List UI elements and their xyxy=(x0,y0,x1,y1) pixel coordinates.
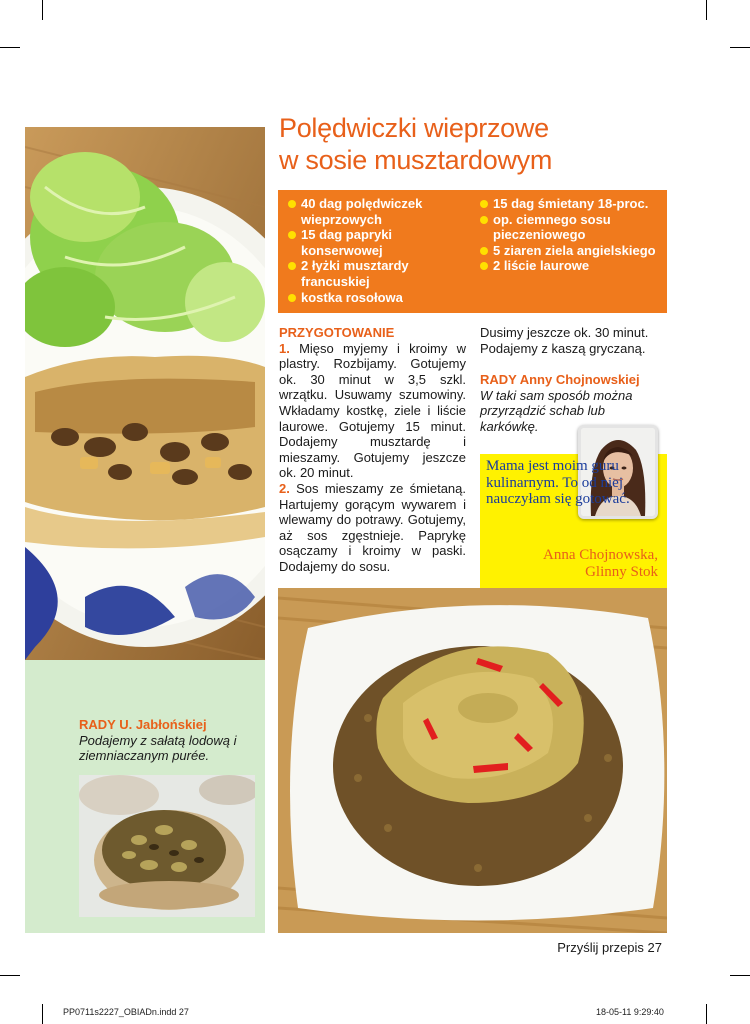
dish-photo-salad xyxy=(25,127,265,660)
tip-chojnowska-text: W taki sam sposób można przyrządzić schab lub karkówkę. xyxy=(480,387,633,434)
preparation-step-1 xyxy=(279,341,466,481)
step-number: 1. xyxy=(279,340,290,356)
crop-mark-icon xyxy=(0,975,20,976)
preparation-column xyxy=(279,325,466,575)
ingredient-item: kostka rosołowa xyxy=(286,290,471,306)
quote-location: Glinny Stok xyxy=(585,564,658,580)
ingredients-right-column xyxy=(478,196,663,274)
dish-photo-buckwheat xyxy=(278,588,667,933)
preparation-heading: PRZYGOTOWANIE xyxy=(279,325,395,340)
crop-mark-icon xyxy=(706,0,707,20)
ingredient-item: 5 ziaren ziela angielskiego xyxy=(478,243,663,259)
tip-jablonska xyxy=(79,717,259,764)
ingredient-item: 2 liście laurowe xyxy=(478,258,663,274)
quote-author: Anna Chojnowska, xyxy=(543,547,658,563)
crop-mark-icon xyxy=(42,1004,43,1024)
dish-photo-mushrooms xyxy=(79,775,255,917)
preparation-continuation: Dusimy jeszcze ok. 30 minut. Podajemy z kaszą gryczaną. xyxy=(480,325,649,356)
crop-mark-icon xyxy=(730,975,750,976)
ingredients-left-column xyxy=(286,196,471,305)
recipe-title-line2: w sosie musztardowym xyxy=(279,145,553,175)
ingredients-box xyxy=(278,190,667,313)
quote-signature xyxy=(543,547,658,581)
preparation-continuation-column xyxy=(480,325,670,435)
ingredient-item: 15 dag śmietany 18-proc. xyxy=(478,196,663,212)
ingredient-item: op. ciemnego sosu pieczeniowego xyxy=(478,212,663,243)
recipe-title xyxy=(279,112,679,176)
crop-mark-icon xyxy=(0,47,20,48)
ingredient-item: 40 dag polędwiczek wieprzowych xyxy=(286,196,471,227)
step-text: Sos mieszamy ze śmietaną. Hartujemy gorącym wywarem i wlewamy do potrawy. Gotujemy, aż sos zgęstnieje. Paprykę osączamy i kroimy w paski. Dodajemy do sosu. xyxy=(279,480,466,574)
crop-mark-icon xyxy=(730,47,750,48)
tip-jablonska-heading: RADY U. Jabłońskiej xyxy=(79,717,207,732)
preparation-step-2 xyxy=(279,481,466,575)
step-number: 2. xyxy=(279,480,290,496)
ingredient-item: 2 łyżki musztardy francuskiej xyxy=(286,258,471,289)
ingredient-item: 15 dag papryki konserwowej xyxy=(286,227,471,258)
crop-mark-icon xyxy=(706,1004,707,1024)
tip-chojnowska-heading: RADY Anny Chojnowskiej xyxy=(480,372,640,388)
page-footer: Przyślij przepis 27 xyxy=(557,940,662,955)
print-slug-left: PP0711s2227_OBIADn.indd 27 xyxy=(63,1007,189,1017)
quote-text: Mama jest moim guru kulinarnym. To od niej nauczyłam się gotować. xyxy=(486,458,630,507)
crop-mark-icon xyxy=(42,0,43,20)
print-slug-right: 18-05-11 9:29:40 xyxy=(596,1007,664,1017)
step-text: Mięso myjemy i kroimy w plastry. Rozbijamy. Gotujemy ok. 30 minut w 3,5 szkl. wrzątku. Usuwamy szumowiny. Wkładamy kostkę, ziele i liście laurowe. Gotujemy 15 minut. Dodajemy musztardę i mieszamy. Gotujemy jeszcze ok. 20 minut. xyxy=(279,340,466,481)
recipe-title-line1: Polędwiczki wieprzowe xyxy=(279,113,549,143)
tip-jablonska-text: Podajemy z sałatą lodową i ziemniaczanym purée. xyxy=(79,732,237,764)
